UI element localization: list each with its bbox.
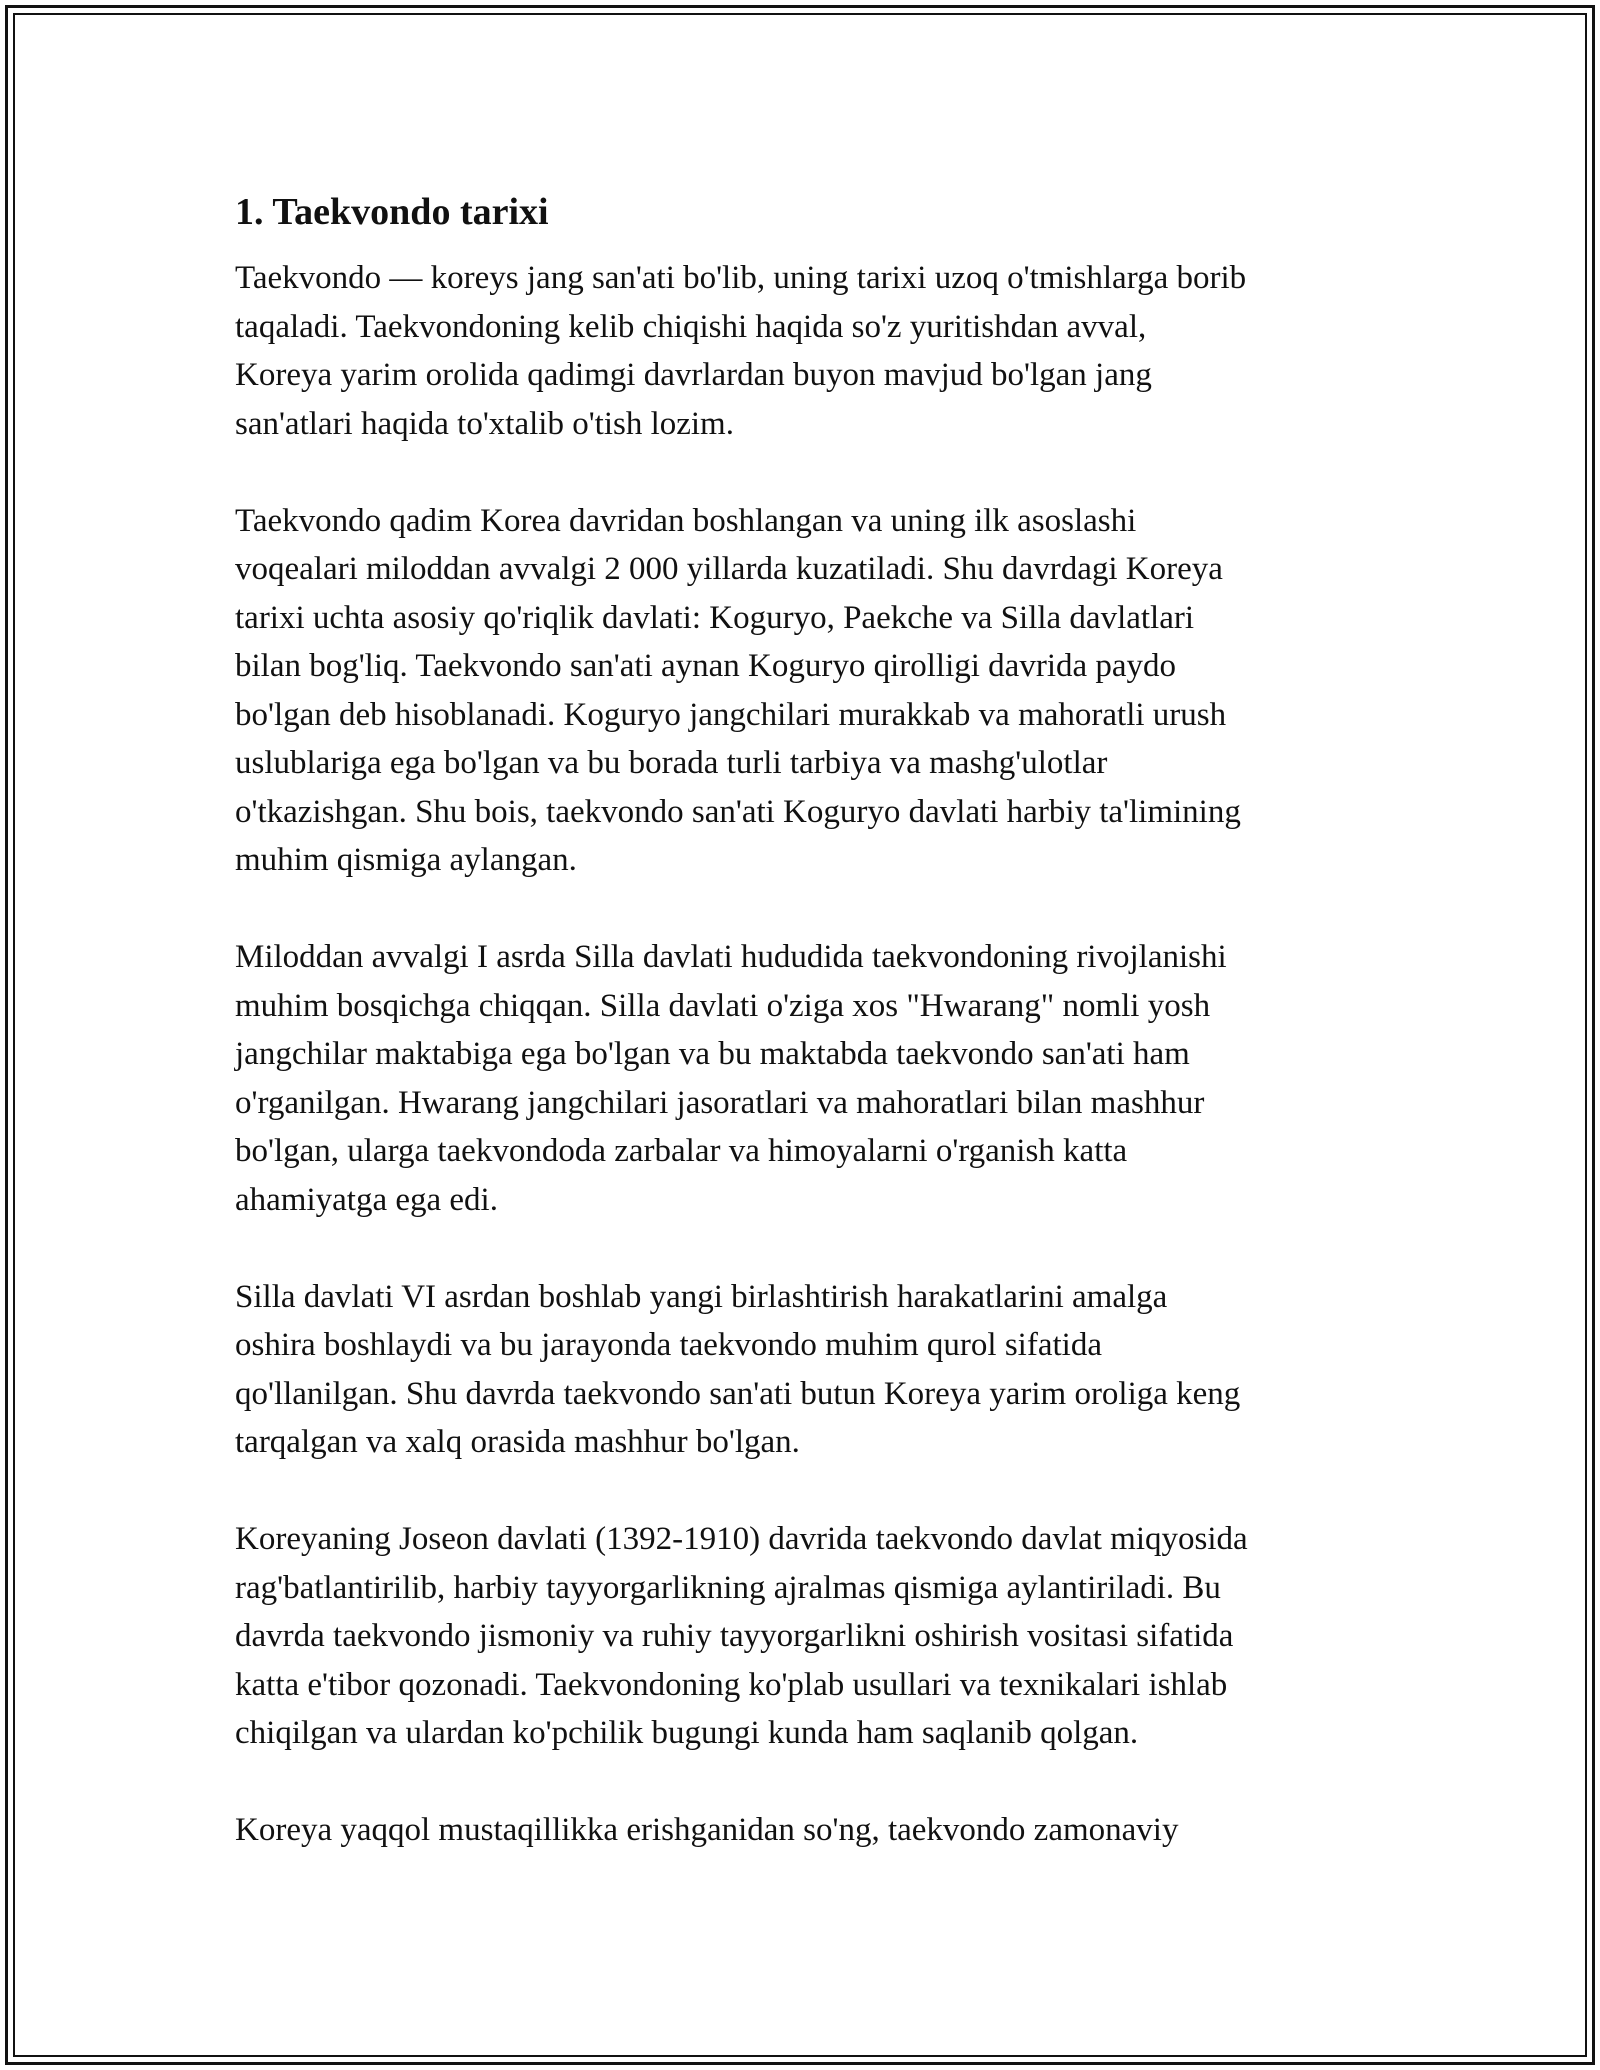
paragraph-line: Miloddan avvalgi I asrda Silla davlati hududida taekvondoning rivojlanishi (235, 939, 1227, 975)
paragraph-2 (235, 497, 1375, 885)
document-body (235, 186, 1375, 1903)
paragraph-line: Koreya yaqqol mustaqillikka erishganidan so'ng, taekvondo zamonaviy (235, 1812, 1179, 1848)
paragraph-5 (235, 1515, 1375, 1758)
paragraph-line: muhim qismiga aylangan. (235, 842, 577, 878)
paragraph-line: Taekvondo qadim Korea davridan boshlangan va uning ilk asoslashi (235, 502, 1137, 539)
paragraph-line: tarixi uchta asosiy qo'riqlik davlati: Koguryo, Paekche va Silla davlatlari (235, 599, 1195, 636)
paragraph-line: o'tkazishgan. Shu bois, taekvondo san'ati Koguryo davlati harbiy ta'limining (235, 793, 1241, 830)
paragraph-4 (235, 1273, 1375, 1467)
paragraph-3 (235, 933, 1375, 1224)
paragraph-6 (235, 1806, 1375, 1855)
paragraph-line: san'atlari haqida to'xtalib o'tish lozim. (235, 405, 734, 442)
paragraph-line: bo'lgan deb hisoblanadi. Koguryo jangchilari murakkab va mahoratli urush (235, 696, 1227, 733)
paragraph-line: tarqalgan va xalq orasida mashhur bo'lgan. (235, 1424, 800, 1460)
paragraph-line: chiqilgan va ulardan ko'pchilik bugungi kunda ham saqlanib qolgan. (235, 1715, 1139, 1751)
paragraph-line: bo'lgan, ularga taekvondoda zarbalar va himoyalarni o'rganish katta (235, 1133, 1128, 1169)
paragraph-line: jangchilar maktabiga ega bo'lgan va bu maktabda taekvondo san'ati ham (235, 1036, 1190, 1072)
paragraph-line: davrda taekvondo jismoniy va ruhiy tayyorgarlikni oshirish vositasi sifatida (235, 1618, 1234, 1654)
paragraph-line: oshira boshlaydi va bu jarayonda taekvondo muhim qurol sifatida (235, 1327, 1102, 1363)
paragraph-line: bilan bog'liq. Taekvondo san'ati aynan Koguryo qirolligi davrida paydo (235, 648, 1177, 684)
paragraph-line: taqaladi. Taekvondoning kelib chiqishi haqida so'z yuritishdan avval, (235, 308, 1147, 345)
paragraph-line: Taekvondo — koreys jang san'ati bo'lib, uning tarixi uzoq o'tmishlarga borib (235, 260, 1247, 296)
paragraph-line: muhim bosqichga chiqqan. Silla davlati o'ziga xos "Hwarang" nomli yosh (235, 987, 1211, 1024)
paragraph-line: Koreya yarim orolida qadimgi davrlardan buyon mavjud bo'lgan jang (235, 357, 1152, 393)
paragraph-line: Silla davlati VI asrdan boshlab yangi birlashtirish harakatlarini amalga (235, 1278, 1168, 1315)
paragraph-1 (235, 254, 1375, 448)
paragraph-line: katta e'tibor qozonadi. Taekvondoning ko'plab usullari va texnikalari ishlab (235, 1666, 1228, 1703)
paragraph-line: ahamiyatga ega edi. (235, 1181, 498, 1218)
section-heading: 1. Taekvondo tarixi (235, 191, 549, 233)
paragraph-line: uslublariga ega bo'lgan va bu borada turli tarbiya va mashg'ulotlar (235, 745, 1108, 781)
paragraph-line: Koreyaning Joseon davlati (1392-1910) davrida taekvondo davlat miqyosida (235, 1521, 1248, 1557)
paragraph-line: voqealari miloddan avvalgi 2 000 yillarda kuzatiladi. Shu davrdagi Koreya (235, 551, 1223, 587)
paragraph-line: o'rganilgan. Hwarang jangchilari jasoratlari va mahoratlari bilan mashhur (235, 1084, 1205, 1121)
paragraph-line: rag'batlantirilib, harbiy tayyorgarlikning ajralmas qismiga aylantiriladi. Bu (235, 1569, 1221, 1606)
paragraph-line: qo'llanilgan. Shu davrda taekvondo san'ati butun Koreya yarim oroliga keng (235, 1375, 1241, 1412)
